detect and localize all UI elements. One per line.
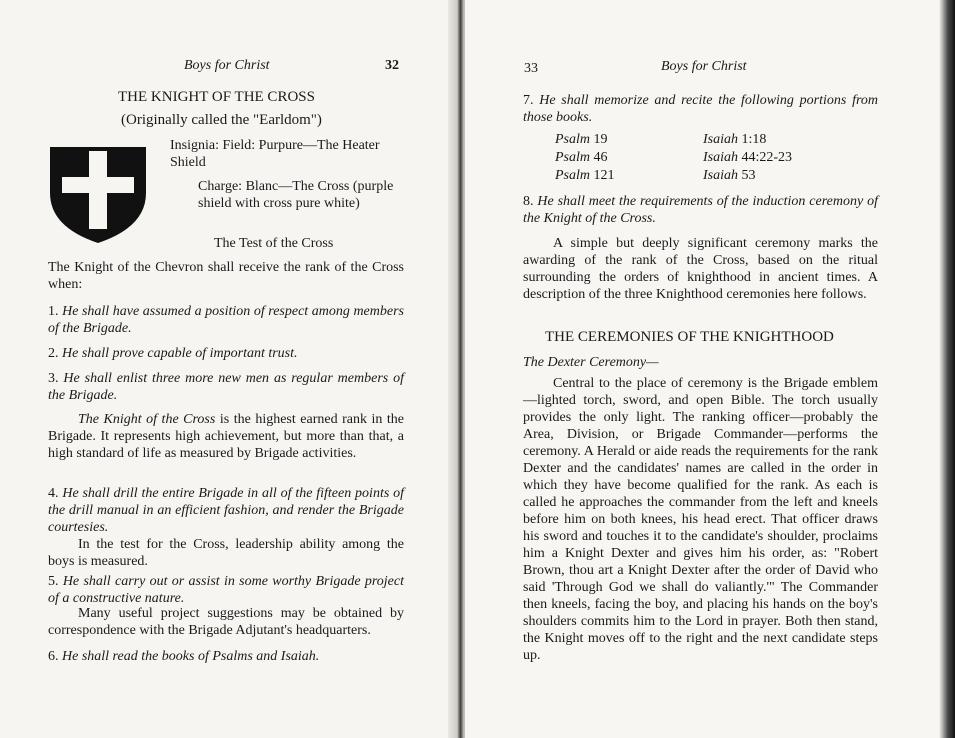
item-number: 7. (523, 93, 534, 108)
list-item (523, 92, 878, 126)
ceremonies-heading: THE CEREMONIES OF THE KNIGHTHOOD (545, 329, 834, 345)
left-header-title: Boys for Christ (184, 58, 270, 73)
scripture-row (555, 131, 805, 149)
paragraph-rest: is the highest earned rank in the Brigade. It represents high achievement, but more than that, a high standard of life as measured by Brigade activities. (48, 412, 404, 461)
reference: 44:22-23 (741, 150, 793, 165)
left-page-number: 32 (385, 58, 399, 73)
left-page (0, 0, 460, 738)
book-name: Isaiah (703, 132, 738, 147)
section-subheading: (Originally called the "Earldom") (121, 112, 322, 128)
item-text: He shall enlist three more new men as regular members of the Brigade. (48, 371, 405, 403)
item-number: 5. (48, 574, 59, 589)
list-item (48, 573, 404, 607)
scripture-list (555, 131, 805, 185)
item-text: He shall meet the requirements of the induction ceremony of the Knight of the Cross. (523, 194, 878, 226)
list-item (48, 303, 404, 337)
book-name: Psalm (555, 168, 590, 183)
item-text: He shall memorize and recite the following portions from those books. (523, 93, 878, 125)
item-text: He shall have assumed a position of respect among members of the Brigade. (48, 304, 404, 336)
paragraph-lead: The Knight of the Cross (78, 412, 216, 427)
intro-paragraph: The Knight of the Chevron shall receive the rank of the Cross when: (48, 260, 404, 292)
insignia-text: Insignia: Field: Purpure—The Heater Shield (170, 138, 380, 170)
item-text: He shall read the books of Psalms and Isaiah. (62, 649, 320, 664)
right-header-title: Boys for Christ (661, 59, 747, 74)
scripture-row (555, 167, 805, 185)
test-title: The Test of the Cross (214, 236, 334, 251)
book-name: Psalm (555, 132, 590, 147)
list-item (523, 193, 878, 227)
dexter-subheading: The Dexter Ceremony— (523, 355, 659, 370)
list-item (48, 345, 404, 362)
item-text: He shall drill the entire Brigade in all of the fifteen points of the drill manual in an efficient fashion, and render the Brigade courtesies. (48, 486, 404, 535)
item-number: 8. (523, 194, 534, 209)
list-item (48, 648, 404, 665)
item-number: 6. (48, 649, 59, 664)
book-name: Psalm (555, 150, 590, 165)
cross-shield-icon (48, 145, 148, 245)
item-text: He shall carry out or assist in some worthy Brigade project of a constructive nature. (48, 574, 404, 606)
reference: 1:18 (741, 132, 767, 147)
list-item (48, 370, 404, 404)
reference: 19 (593, 132, 608, 147)
item-text: He shall prove capable of important trust. (62, 346, 298, 361)
list-item (48, 485, 404, 536)
project-paragraph: Many useful project suggestions may be obtained by correspondence with the Brigade Adjutant's headquarters. (48, 606, 404, 638)
reference: 53 (741, 168, 756, 183)
item-number: 4. (48, 486, 59, 501)
section-heading: THE KNIGHT OF THE CROSS (118, 89, 315, 105)
dexter-ceremony-paragraph: Central to the place of ceremony is the Brigade emblem—lighted torch, sword, and open Bible. The torch usually provides the only light. The ranking officer—probably the Area, Division, or Brigade Commander—performs the ceremony. A Herald or aide reads the requirements for the rank Dexter and the candidates' names are called in the order in which they have become qualified for the rank. As each is called he approaches the commander from the left and kneels before him on both knees, his head erect. That officer draws his sword and touches it to the candidate's shoulder, proclaims him a Knight Dexter and gives him his order, as: "Robert Brown, thou art a Knight Dexter after the order of David who said 'Through God we shall do valiantly.'" The Commander then kneels, facing the boy, and placing his hands on the boy's shoulders commits him to the Lord in prayer. Both then stand, the Knight moves off to the right and the next candidate steps up. (523, 376, 878, 663)
knight-cross-paragraph (48, 411, 404, 462)
item-number: 2. (48, 346, 59, 361)
charge-text: Charge: Blanc—The Cross (purple shield with cross pure white) (198, 179, 394, 211)
page-edge-shadow (939, 0, 955, 738)
ceremony-intro-paragraph: A simple but deeply significant ceremony marks the awarding of the rank of the Cross, based on the ritual surrounding the orders of knighthood in ancient times. A description of the three Knighthood ceremonies here follows. (523, 236, 878, 302)
book-name: Isaiah (703, 168, 738, 183)
right-page-number: 33 (524, 61, 538, 76)
reference: 121 (593, 168, 615, 183)
scripture-row (555, 149, 805, 167)
reference: 46 (593, 150, 608, 165)
book-name: Isaiah (703, 150, 738, 165)
leadership-paragraph: In the test for the Cross, leadership ability among the boys is measured. (48, 537, 404, 569)
item-number: 3. (48, 371, 59, 386)
item-number: 1. (48, 304, 59, 319)
